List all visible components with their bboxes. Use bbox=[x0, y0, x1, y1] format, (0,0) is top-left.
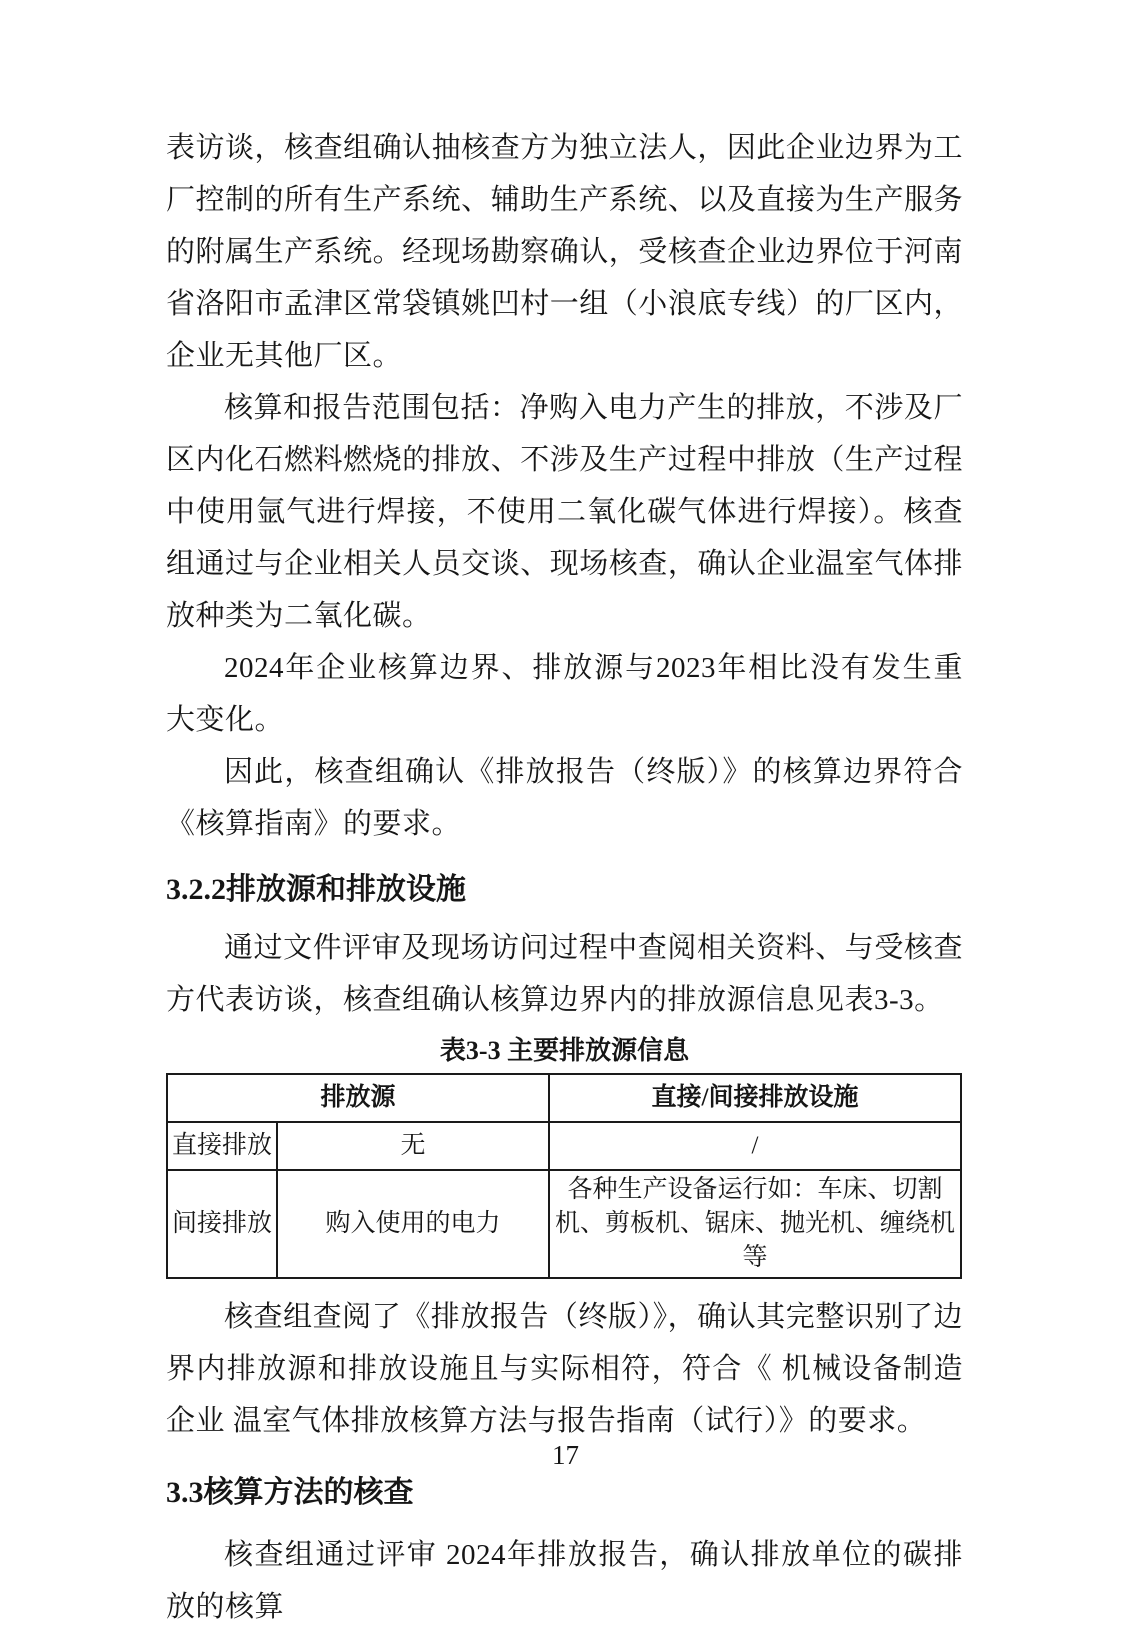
paragraph-accounting-scope: 核算和报告范围包括：净购入电力产生的排放，不涉及厂区内化石燃料燃烧的排放、不涉及生产过程中排放（生产过程中使用氩气进行焊接，不使用二氧化碳气体进行焊接）。核查组通过与企业相关人员交谈、现场核查，确认企业温室气体排放种类为二氧化碳。 bbox=[166, 392, 963, 632]
table-cell-facility: / bbox=[549, 1122, 961, 1170]
heading-emission-sources: 3.2.2排放源和排放设施 bbox=[166, 873, 466, 906]
page-number: 17 bbox=[552, 1440, 579, 1470]
table-cell-category: 间接排放 bbox=[167, 1170, 277, 1278]
table-cell-category: 直接排放 bbox=[167, 1122, 277, 1170]
page-content bbox=[166, 122, 963, 1633]
paragraph-boundary-conclusion: 因此，核查组确认《排放报告（终版）》的核算边界符合《核算指南》的要求。 bbox=[166, 756, 963, 840]
table-caption: 表3-3 主要排放源信息 bbox=[439, 1036, 690, 1065]
table-header-source: 排放源 bbox=[167, 1074, 549, 1122]
paragraph-report-review: 核查组查阅了《排放报告（终版）》，确认其完整识别了边界内排放源和排放设施且与实际相符，符合《 机械设备制造企业 温室气体排放核算方法与报告指南（试行）》的要求。 bbox=[166, 1301, 963, 1437]
paragraph-method-intro: 核查组通过评审 2024年排放报告，确认排放单位的碳排放的核算 bbox=[166, 1539, 963, 1623]
paragraph-sources-intro: 通过文件评审及现场访问过程中查阅相关资料、与受核查方代表访谈，核查组确认核算边界内的排放源信息见表3-3。 bbox=[166, 932, 963, 1016]
table-row-direct-emission bbox=[167, 1122, 961, 1170]
table-cell-source: 无 bbox=[277, 1122, 549, 1170]
table-row-indirect-emission bbox=[167, 1170, 961, 1278]
table-cell-facility: 各种生产设备运行如：车床、切割机、剪板机、锯床、抛光机、缠绕机等 bbox=[549, 1170, 961, 1278]
table-header-row bbox=[167, 1074, 961, 1122]
table-cell-source: 购入使用的电力 bbox=[277, 1170, 549, 1278]
paragraph-boundary-change: 2024年企业核算边界、排放源与2023年相比没有发生重大变化。 bbox=[166, 652, 963, 736]
emission-sources-table bbox=[166, 1073, 962, 1279]
table-header-facility: 直接/间接排放设施 bbox=[549, 1074, 961, 1122]
paragraph-continuation: 表访谈，核查组确认抽核查方为独立法人，因此企业边界为工厂控制的所有生产系统、辅助生产系统、以及直接为生产服务的附属生产系统。经现场勘察确认，受核查企业边界位于河南省洛阳市孟津区常袋镇姚凹村一组（小浪底专线）的厂区内，企业无其他厂区。 bbox=[166, 132, 963, 372]
heading-method-verification: 3.3核算方法的核查 bbox=[166, 1476, 414, 1509]
